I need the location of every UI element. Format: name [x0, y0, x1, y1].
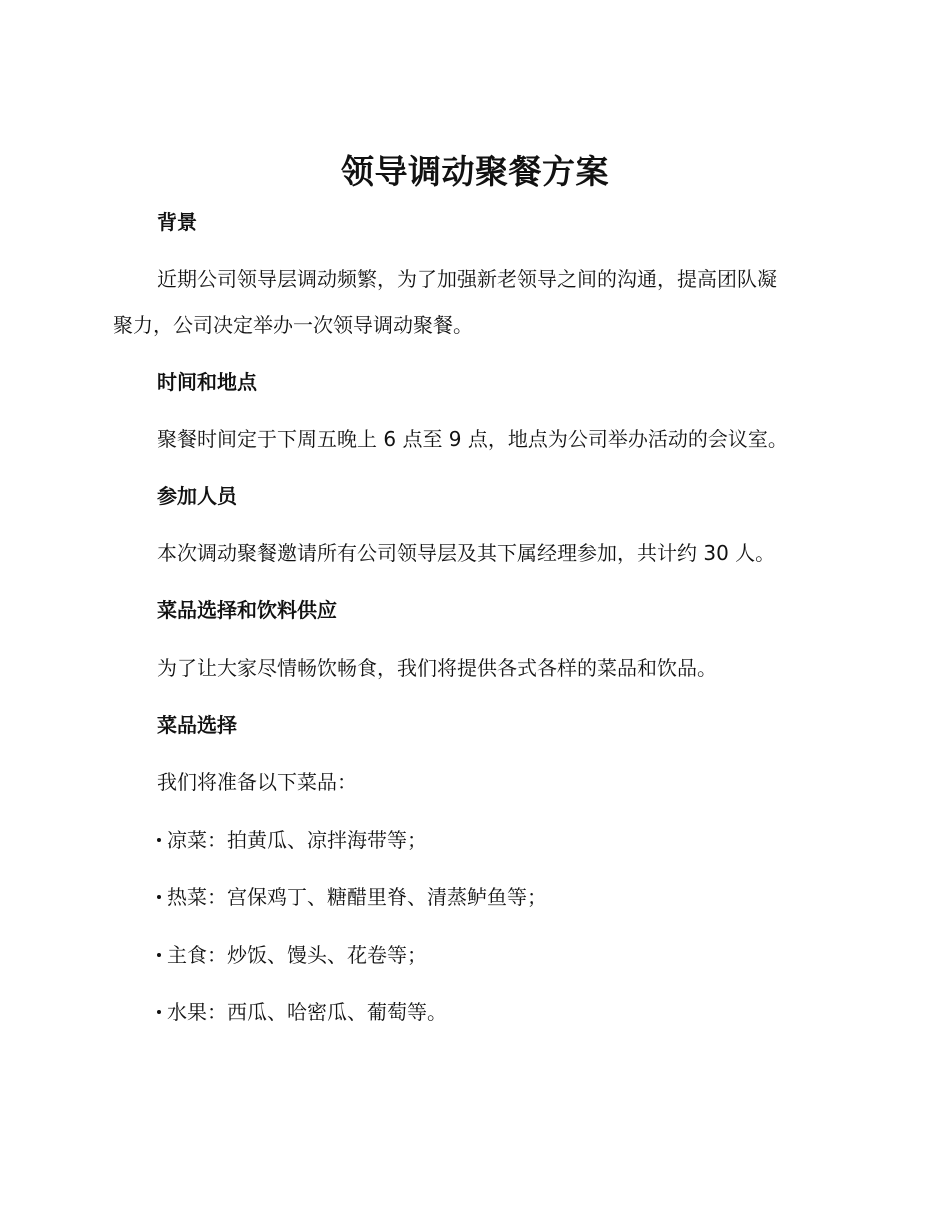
list-item: [157, 998, 447, 1026]
heading-time-place: 时间和地点: [157, 370, 257, 394]
document-title: 领导调动聚餐方案: [341, 152, 609, 191]
heading-food-drink: 菜品选择和饮料供应: [157, 598, 337, 622]
list-item: [157, 941, 427, 969]
paragraph-attendees: 本次调动聚餐邀请所有公司领导层及其下属经理参加，共计约 30 人。: [157, 541, 776, 565]
paragraph-dishes-intro: 我们将准备以下菜品：: [157, 770, 357, 794]
bullet-icon: [157, 895, 161, 899]
list-item: [157, 883, 547, 911]
bullet-icon: [157, 1010, 161, 1014]
paragraph-background-line2: 聚力，公司决定举办一次领导调动聚餐。: [113, 313, 473, 337]
list-item: [157, 826, 427, 854]
paragraph-time-place: 聚餐时间定于下周五晚上 6 点至 9 点，地点为公司举办活动的会议室。: [157, 427, 788, 451]
list-item-text: 凉菜：拍黄瓜、凉拌海带等；: [167, 828, 427, 852]
heading-dishes: 菜品选择: [157, 713, 237, 737]
heading-attendees: 参加人员: [157, 484, 237, 508]
list-item-text: 热菜：宫保鸡丁、糖醋里脊、清蒸鲈鱼等；: [167, 885, 547, 909]
paragraph-background-line1: 近期公司领导层调动频繁，为了加强新老领导之间的沟通，提高团队凝: [157, 267, 777, 291]
list-item-text: 主食：炒饭、馒头、花卷等；: [167, 943, 427, 967]
bullet-icon: [157, 838, 161, 842]
list-item-text: 水果：西瓜、哈密瓜、葡萄等。: [167, 1000, 447, 1024]
bullet-icon: [157, 953, 161, 957]
heading-background: 背景: [157, 210, 197, 234]
paragraph-food-drink: 为了让大家尽情畅饮畅食，我们将提供各式各样的菜品和饮品。: [157, 656, 717, 680]
